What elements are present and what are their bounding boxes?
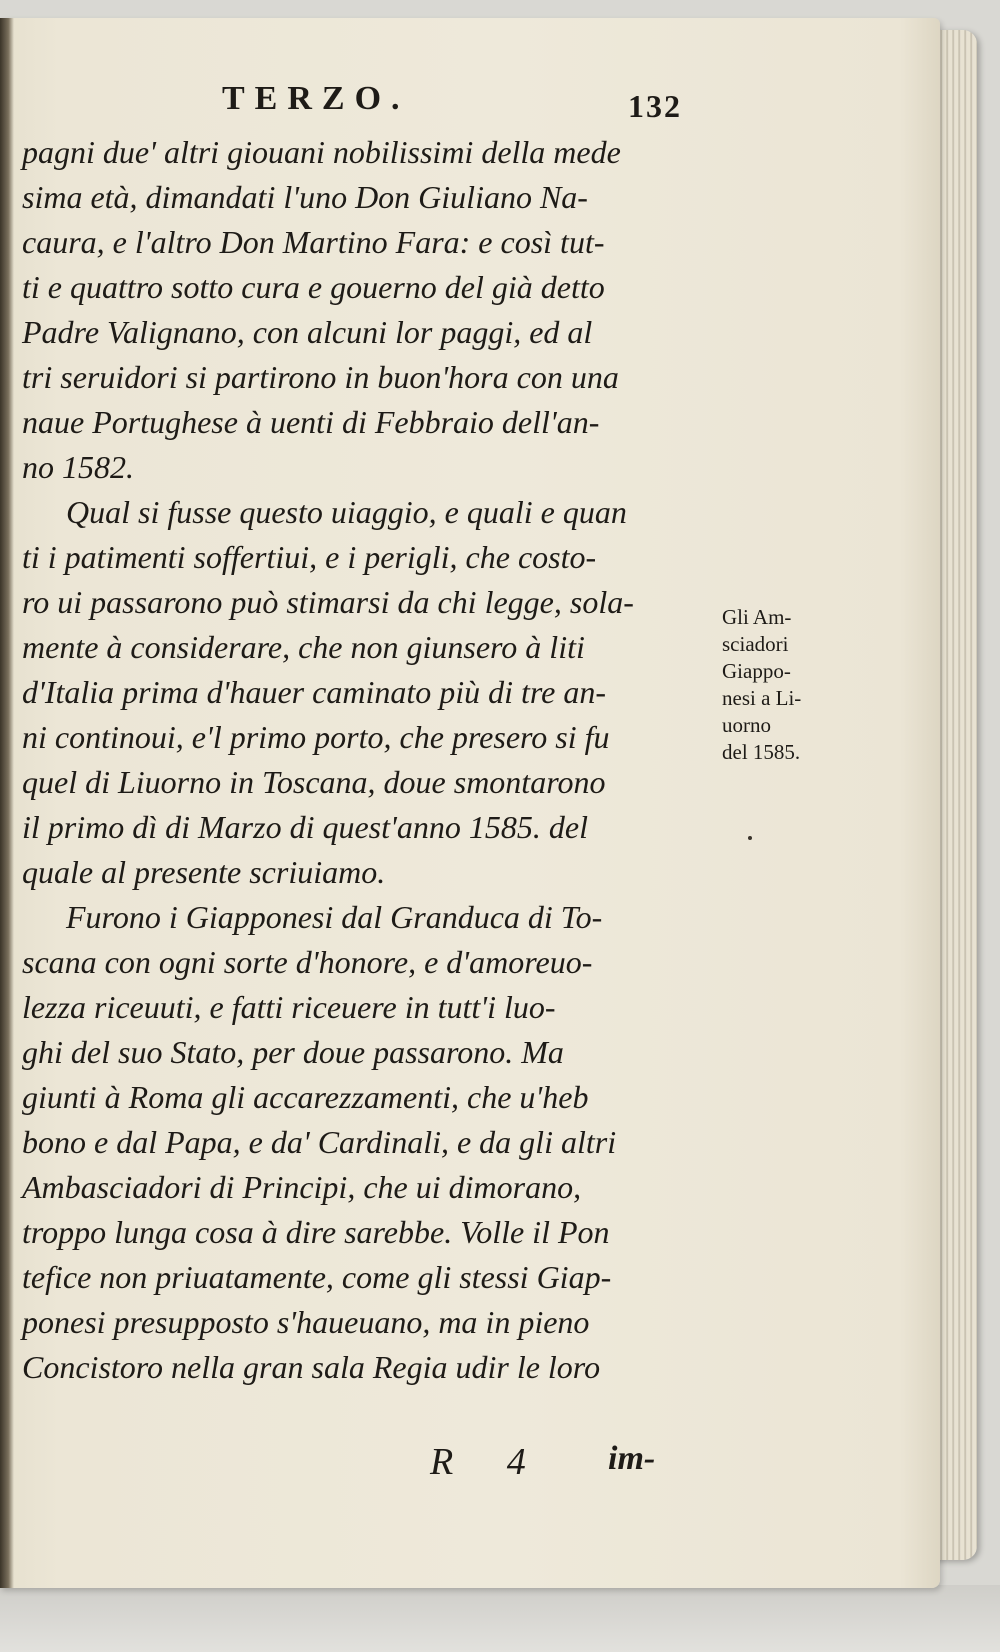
page-number: 132: [628, 88, 682, 124]
marginal-note-line: sciadori: [722, 632, 789, 656]
text-line: d'Italia prima d'hauer caminato più di tre an-: [22, 674, 607, 710]
text-line: ni continoui, e'l primo porto, che presero si fu: [22, 719, 610, 755]
marginal-note-line: nesi a Li-: [722, 686, 802, 710]
text-line: ti e quattro sotto cura e gouerno del già detto: [22, 269, 605, 305]
text-line: ti i patimenti soffertiui, e i perigli, che costo-: [22, 539, 597, 575]
text-line: Ambasciadori di Principi, che ui dimorano,: [22, 1169, 582, 1205]
text-line: scana con ogni sorte d'honore, e d'amoreuo-: [22, 944, 593, 980]
background-surface: [0, 1585, 1000, 1652]
marginal-note-line: Gli Am-: [722, 605, 792, 629]
book-gutter-shadow: [0, 18, 14, 1588]
text-line: naue Portughese à uenti di Febbraio dell'an-: [22, 404, 600, 440]
text-line: quale al presente scriuiamo.: [22, 854, 386, 890]
text-line: ponesi presupposto s'haueuano, ma in pieno: [22, 1304, 590, 1340]
marginal-note: [722, 604, 832, 766]
text-line: no 1582.: [22, 449, 134, 485]
paragraph-start-line: Qual si fusse questo uiaggio, e quali e quan: [66, 494, 627, 530]
catchword: im-: [608, 1440, 656, 1477]
body-text: [22, 130, 712, 1390]
marginal-note-line: del 1585.: [722, 740, 801, 764]
text-line: il primo dì di Marzo di quest'anno 1585. del: [22, 809, 588, 845]
text-line: quel di Liuorno in Toscana, doue smontarono: [22, 764, 606, 800]
signature-mark: R 4: [430, 1441, 548, 1483]
marginal-note-line: uorno: [722, 713, 771, 737]
text-line: Concistoro nella gran sala Regia udir le loro: [22, 1349, 601, 1385]
text-line: ro ui passarono può stimarsi da chi legge, sola-: [22, 584, 634, 620]
text-line: lezza riceuuti, e fatti riceuere in tutt'i luo-: [22, 989, 556, 1025]
text-line: Padre Valignano, con alcuni lor paggi, ed al: [22, 314, 593, 350]
text-line: mente à considerare, che non giunsero à liti: [22, 629, 585, 665]
marginal-note-line: Giappo-: [722, 659, 791, 683]
text-line: bono e dal Papa, e da' Cardinali, e da gli altri: [22, 1124, 617, 1160]
text-line: ghi del suo Stato, per doue passarono. Ma: [22, 1034, 564, 1070]
paragraph-start-line: Furono i Giapponesi dal Granduca di To-: [66, 899, 603, 935]
text-line: giunti à Roma gli accarezzamenti, che u'heb: [22, 1079, 589, 1115]
text-line: tri seruidori si partirono in buon'hora con una: [22, 359, 619, 395]
ink-speck: [748, 836, 752, 840]
text-line: pagni due' altri giouani nobilissimi della mede: [22, 134, 621, 170]
running-head: TERZO.: [222, 80, 410, 117]
text-line: caura, e l'altro Don Martino Fara: e così tut-: [22, 224, 605, 260]
text-line: tefice non priuatamente, come gli stessi Giap-: [22, 1259, 612, 1295]
text-line: sima età, dimandati l'uno Don Giuliano Na-: [22, 179, 588, 215]
text-line: troppo lunga cosa à dire sarebbe. Volle il Pon: [22, 1214, 610, 1250]
